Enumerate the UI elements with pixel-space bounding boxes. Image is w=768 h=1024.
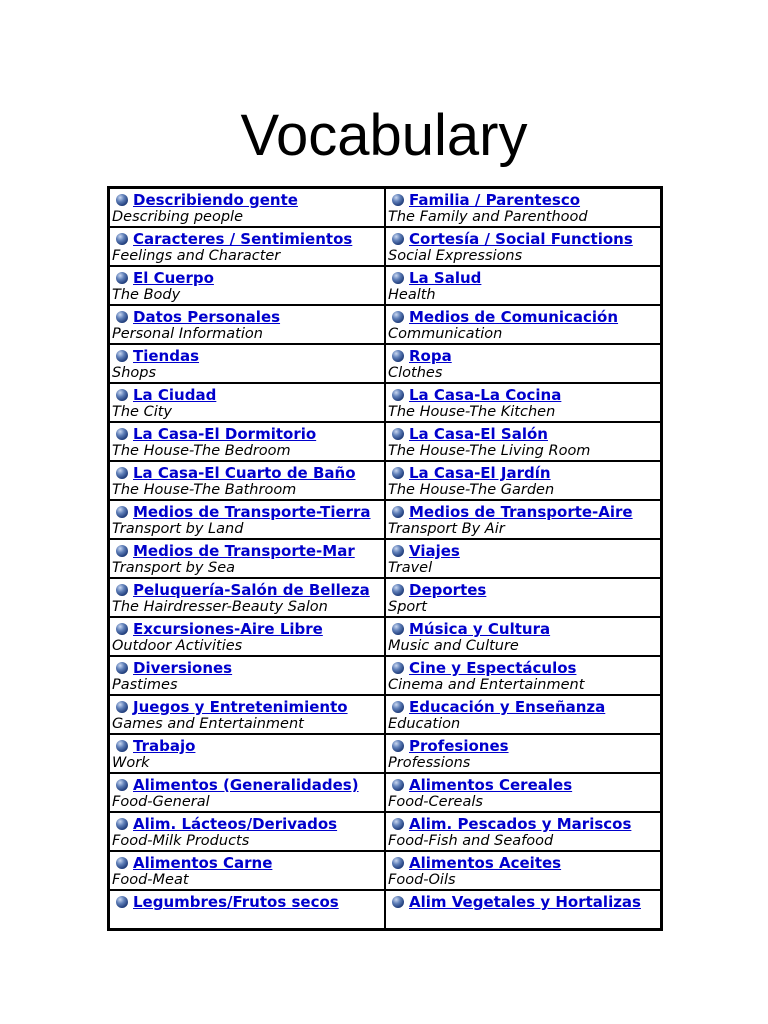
bullet-icon [116,857,128,869]
topic-title-line [112,853,384,872]
topic-title-line [388,736,660,755]
vocab-cell [385,500,661,539]
table-row [109,656,661,695]
topic-link[interactable]: Legumbres/Frutos secos [133,893,339,911]
vocab-cell [109,656,385,695]
vocab-cell [385,461,661,500]
vocab-cell [109,188,385,227]
cell-content [388,462,660,499]
cell-content [388,384,660,421]
bullet-icon [116,545,128,557]
vocab-cell [109,734,385,773]
topic-translation: Games and Entertainment [112,716,304,732]
table-row [109,188,661,227]
bullet-icon [392,701,404,713]
vocab-cell [109,890,385,929]
topic-link[interactable]: Excursiones-Aire Libre [133,620,323,638]
topic-title-line [112,814,384,833]
topic-link[interactable]: Alim. Pescados y Mariscos [409,815,632,833]
topic-title-line [112,736,384,755]
topic-translation: Food-Meat [112,872,189,888]
cell-content [388,774,660,811]
bullet-icon [392,896,404,908]
bullet-icon [116,779,128,791]
topic-translation: Food-General [112,794,210,810]
topic-translation: The House-The Garden [388,482,555,498]
cell-content [112,228,384,265]
table-row [109,695,661,734]
topic-translation: Transport by Sea [112,560,236,576]
topic-translation: Feelings and Character [112,248,281,264]
bullet-icon [392,740,404,752]
topic-translation: Personal Information [112,326,263,342]
cell-content [112,306,384,343]
topic-translation: Food-Fish and Seafood [388,833,554,849]
bullet-icon [392,428,404,440]
topic-link[interactable]: Alim Vegetales y Hortalizas [409,893,641,911]
cell-content [112,735,384,772]
table-row [109,812,661,851]
topic-title-line [112,424,384,443]
bullet-icon [116,272,128,284]
cell-content [112,423,384,460]
topic-title-line [388,424,660,443]
bullet-icon [392,350,404,362]
topic-translation: Education [388,716,461,732]
bullet-icon [116,623,128,635]
topic-title-line [112,190,384,209]
topic-link[interactable]: Alimentos (Generalidades) [133,776,359,794]
topic-translation: Health [388,287,436,303]
bullet-icon [116,194,128,206]
table-row [109,266,661,305]
vocab-cell [385,890,661,929]
table-row [109,539,661,578]
topic-link[interactable]: Cine y Espectáculos [409,659,577,677]
cell-content [388,540,660,577]
bullet-icon [116,311,128,323]
bullet-icon [392,779,404,791]
bullet-icon [392,467,404,479]
bullet-icon [392,311,404,323]
topic-link[interactable]: La Casa-El Salón [409,425,548,443]
topic-title-line [112,775,384,794]
vocab-cell [109,500,385,539]
topic-link[interactable]: Cortesía / Social Functions [409,230,633,248]
topic-title-line [388,502,660,521]
topic-link[interactable]: Diversiones [133,659,233,677]
topic-translation: Cinema and Entertainment [388,677,585,693]
table-row [109,851,661,890]
vocab-cell [385,539,661,578]
topic-title-line [112,697,384,716]
topic-translation: Work [112,755,150,771]
cell-content [388,501,660,538]
topic-link[interactable]: La Casa-El Jardín [409,464,551,482]
topic-link[interactable]: Ropa [409,347,452,365]
table-row [109,500,661,539]
topic-translation: Sport [388,599,427,615]
topic-title-line [112,385,384,404]
topic-link[interactable]: La Casa-El Cuarto de Baño [133,464,356,482]
topic-title-line [112,580,384,599]
cell-content [388,267,660,304]
topic-link[interactable]: El Cuerpo [133,269,214,287]
bullet-icon [392,662,404,674]
topic-title-line [112,346,384,365]
vocab-cell [109,578,385,617]
topic-link[interactable]: Caracteres / Sentimientos [133,230,353,248]
vocab-cell [109,266,385,305]
cell-content [388,228,660,265]
topic-link[interactable]: Música y Cultura [409,620,551,638]
topic-link[interactable]: Medios de Transporte-Tierra [133,503,371,521]
cell-content [112,384,384,421]
topic-title-line [112,892,384,911]
bullet-icon [116,701,128,713]
topic-link[interactable]: Deportes [409,581,487,599]
topic-title-line [388,229,660,248]
cell-content [112,345,384,382]
topic-title-line [388,619,660,638]
topic-link[interactable]: La Casa-El Dormitorio [133,425,317,443]
topic-title-line [388,853,660,872]
topic-title-line [112,658,384,677]
topic-link[interactable]: Alim. Lácteos/Derivados [133,815,338,833]
vocab-cell [109,422,385,461]
cell-content [112,696,384,733]
cell-content [388,345,660,382]
table-row [109,305,661,344]
topic-link[interactable]: Peluquería-Salón de Belleza [133,581,370,599]
cell-content [388,306,660,343]
vocabulary-table [107,186,663,931]
vocab-cell [385,266,661,305]
topic-translation [112,911,384,928]
cell-content [112,891,384,928]
bullet-icon [116,818,128,830]
topic-translation: Outdoor Activities [112,638,243,654]
topic-title-line [112,307,384,326]
bullet-icon [392,194,404,206]
topic-title-line [112,502,384,521]
bullet-icon [392,584,404,596]
vocab-cell [385,617,661,656]
vocabulary-table-body [109,188,661,929]
cell-content [388,189,660,226]
cell-content [388,813,660,850]
cell-content [388,618,660,655]
vocab-cell [385,851,661,890]
cell-content [388,735,660,772]
table-row [109,344,661,383]
vocab-cell [385,344,661,383]
topic-link[interactable]: La Salud [409,269,482,287]
topic-title-line [388,463,660,482]
cell-content [112,540,384,577]
vocab-cell [385,812,661,851]
vocab-cell [385,227,661,266]
topic-translation: The House-The Kitchen [388,404,556,420]
topic-link[interactable]: Educación y Enseñanza [409,698,606,716]
bullet-icon [116,662,128,674]
topic-title-line [112,463,384,482]
topic-link[interactable]: Describiendo gente [133,191,298,209]
bullet-icon [392,233,404,245]
cell-content [112,852,384,889]
topic-translation: The House-The Living Room [388,443,591,459]
topic-title-line [388,775,660,794]
table-row [109,890,661,929]
vocab-cell [109,461,385,500]
table-row [109,773,661,812]
bullet-icon [392,272,404,284]
cell-content [388,423,660,460]
topic-link[interactable]: Alimentos Carne [133,854,273,872]
topic-title-line [388,814,660,833]
cell-content [112,189,384,226]
vocab-cell [109,617,385,656]
cell-content [388,579,660,616]
vocab-cell [385,383,661,422]
topic-translation: Shops [112,365,157,381]
cell-content [388,852,660,889]
vocab-cell [385,188,661,227]
topic-link[interactable]: Alimentos Cereales [409,776,573,794]
table-row [109,383,661,422]
bullet-icon [116,896,128,908]
cell-content [112,501,384,538]
vocab-cell [385,305,661,344]
bullet-icon [392,857,404,869]
cell-content [112,579,384,616]
table-row [109,578,661,617]
vocab-cell [109,305,385,344]
topic-translation: Describing people [112,209,243,225]
topic-link[interactable]: Juegos y Entretenimiento [133,698,348,716]
vocab-cell [385,422,661,461]
bullet-icon [116,740,128,752]
topic-title-line [388,385,660,404]
topic-translation: The House-The Bedroom [112,443,291,459]
topic-link[interactable]: Viajes [409,542,460,560]
topic-translation: Food-Cereals [388,794,483,810]
topic-translation: The House-The Bathroom [112,482,297,498]
vocab-cell [109,812,385,851]
topic-translation: Clothes [388,365,443,381]
vocab-cell [109,227,385,266]
cell-content [388,696,660,733]
bullet-icon [116,233,128,245]
cell-content [112,267,384,304]
topic-title-line [388,346,660,365]
topic-link[interactable]: La Ciudad [133,386,217,404]
cell-content [112,813,384,850]
topic-link[interactable]: Profesiones [409,737,509,755]
vocab-cell [109,383,385,422]
topic-translation: The Family and Parenthood [388,209,588,225]
vocab-cell [109,695,385,734]
topic-title-line [112,229,384,248]
topic-translation: Social Expressions [388,248,523,264]
cell-content [112,774,384,811]
topic-translation: Professions [388,755,471,771]
bullet-icon [116,584,128,596]
topic-title-line [388,658,660,677]
bullet-icon [116,350,128,362]
bullet-icon [392,545,404,557]
topic-title-line [112,541,384,560]
vocab-cell [385,656,661,695]
topic-translation: Food-Milk Products [112,833,250,849]
bullet-icon [392,389,404,401]
cell-content [112,462,384,499]
topic-translation: Transport by Land [112,521,244,537]
table-row [109,617,661,656]
vocab-cell [385,695,661,734]
bullet-icon [116,389,128,401]
topic-link[interactable]: Medios de Transporte-Aire [409,503,633,521]
topic-translation: The Hairdresser-Beauty Salon [112,599,328,615]
topic-title-line [388,190,660,209]
topic-link[interactable]: Medios de Transporte-Mar [133,542,355,560]
topic-title-line [112,619,384,638]
topic-link[interactable]: Alimentos Aceites [409,854,562,872]
cell-content [388,891,660,928]
topic-translation: Communication [388,326,503,342]
bullet-icon [392,623,404,635]
topic-translation: Music and Culture [388,638,519,654]
table-row [109,734,661,773]
topic-title-line [112,268,384,287]
page-title: Vocabulary [240,103,528,168]
bullet-icon [116,428,128,440]
topic-title-line [388,580,660,599]
topic-translation [388,911,660,928]
topic-translation: Food-Oils [388,872,456,888]
topic-translation: Transport By Air [388,521,505,537]
vocab-cell [385,578,661,617]
vocab-cell [109,773,385,812]
vocab-cell [109,344,385,383]
topic-title-line [388,541,660,560]
table-row [109,461,661,500]
topic-translation: Travel [388,560,433,576]
topic-link[interactable]: La Casa-La Cocina [409,386,562,404]
bullet-icon [392,818,404,830]
vocab-cell [385,773,661,812]
topic-title-line [388,697,660,716]
bullet-icon [116,506,128,518]
bullet-icon [116,467,128,479]
cell-content [388,657,660,694]
table-row [109,422,661,461]
vocab-cell [109,539,385,578]
topic-link[interactable]: Datos Personales [133,308,281,326]
topic-title-line [388,307,660,326]
bullet-icon [392,506,404,518]
vocab-cell [385,734,661,773]
topic-link[interactable]: Tiendas [133,347,200,365]
topic-title-line [388,268,660,287]
topic-link[interactable]: Medios de Comunicación [409,308,619,326]
topic-link[interactable]: Familia / Parentesco [409,191,581,209]
topic-translation: Pastimes [112,677,178,693]
topic-translation: The Body [112,287,181,303]
topic-translation: The City [112,404,172,420]
cell-content [112,618,384,655]
table-row [109,227,661,266]
topic-title-line [388,892,660,911]
vocab-cell [109,851,385,890]
cell-content [112,657,384,694]
topic-link[interactable]: Trabajo [133,737,196,755]
